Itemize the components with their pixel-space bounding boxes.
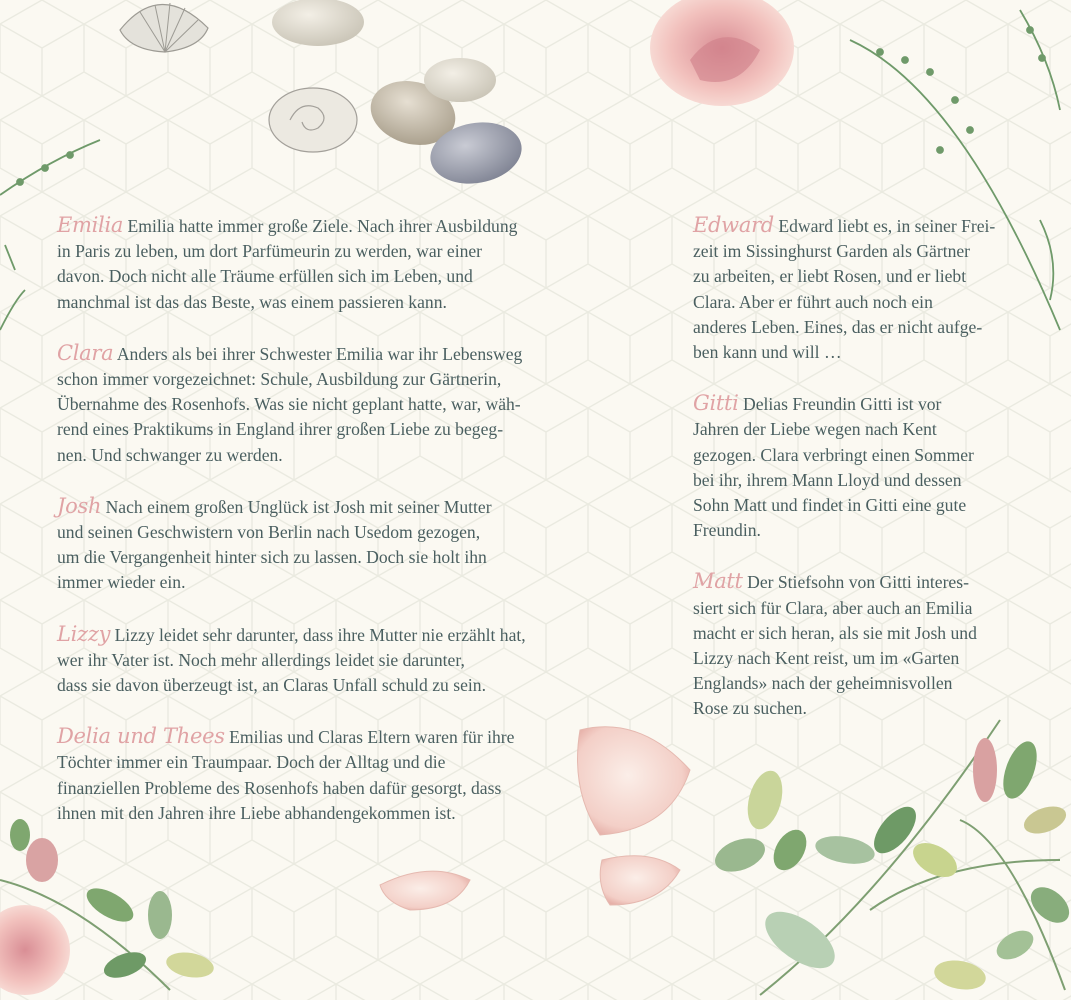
character-name: Emilia: [57, 213, 124, 237]
character-entry-edward: Edward Edward liebt es, in seiner Frei- zeit im Sissinghurst Garden als Gärtner zu arbeiten, er liebt Rosen, und er liebt Clara. Aber er führt auch noch ein anderes Leben. Eines, das er nicht aufge- ben kann und will …: [693, 213, 996, 363]
character-name: Gitti: [693, 391, 739, 416]
character-entry-lizzy: Lizzy Lizzy leidet sehr darunter, dass ihre Mutter nie erzählt hat, wer ihr Vater ist. Noch mehr allerdings leidet sie darunter, dass sie davon überzeugt ist, an Claras Unfall schuld zu sein.: [57, 621, 526, 696]
character-entry-josh: Josh Nach einem großen Unglück ist Josh mit seiner Mutter und seinen Geschwistern von Berlin nach Usedom gezogen, um die Vergangenheit hinter sich zu lassen. Doch sie holt ihn immer wieder ein.: [57, 493, 492, 593]
character-name: Clara: [57, 340, 114, 365]
character-entry-emilia: Emilia Emilia hatte immer große Ziele. Nach ihrer Ausbildung in Paris zu leben, um dort Parfümeurin zu werden, war einer davon. Doch nicht alle Träume erfüllen sich im Leben, und manchmal ist das das Beste, was einem passieren kann.: [57, 213, 518, 312]
character-name: Matt: [693, 569, 743, 594]
character-name: Edward: [693, 213, 774, 237]
character-entry-gitti: Gitti Delias Freundin Gitti ist vor Jahren der Liebe wegen nach Kent gezogen. Clara verbringt einen Sommer bei ihr, ihrem Mann Lloyd und dessen Sohn Matt und findet in Gitti eine gute Freundin.: [693, 391, 974, 541]
character-name: Delia und Thees: [57, 724, 225, 749]
character-name: Lizzy: [57, 621, 111, 646]
character-entry-delia-und-thees: Delia und Thees Emilias und Claras Eltern waren für ihre Töchter immer ein Traumpaar. Doch der Alltag und die finanziellen Probleme des Rosenhofs haben dafür gesorgt, dass ihnen mit den Jahren ihre Liebe abhandengekommen ist.: [57, 724, 515, 823]
right-column: [693, 213, 1023, 722]
character-entry-clara: Clara Anders als bei ihrer Schwester Emilia war ihr Lebensweg schon immer vorgezeichnet: Schule, Ausbildung zur Gärtnerin, Übernahme des Rosenhofs. Was sie nicht geplant hatte, war, wäh- rend eines Praktikums in England ihrer großen Liebe zu begeg- nen. Und schwanger zu werden.: [57, 340, 523, 465]
character-name: Josh: [57, 493, 102, 518]
character-entry-matt: Matt Der Stiefsohn von Gitti interes- siert sich für Clara, aber auch an Emilia macht er sich heran, als sie mit Josh und Lizzy nach Kent reist, um im «Garten Englands» nach der geheimnisvollen Rose zu suchen.: [693, 569, 977, 719]
snail-shell-icon: [269, 88, 357, 152]
left-column: [57, 213, 577, 826]
